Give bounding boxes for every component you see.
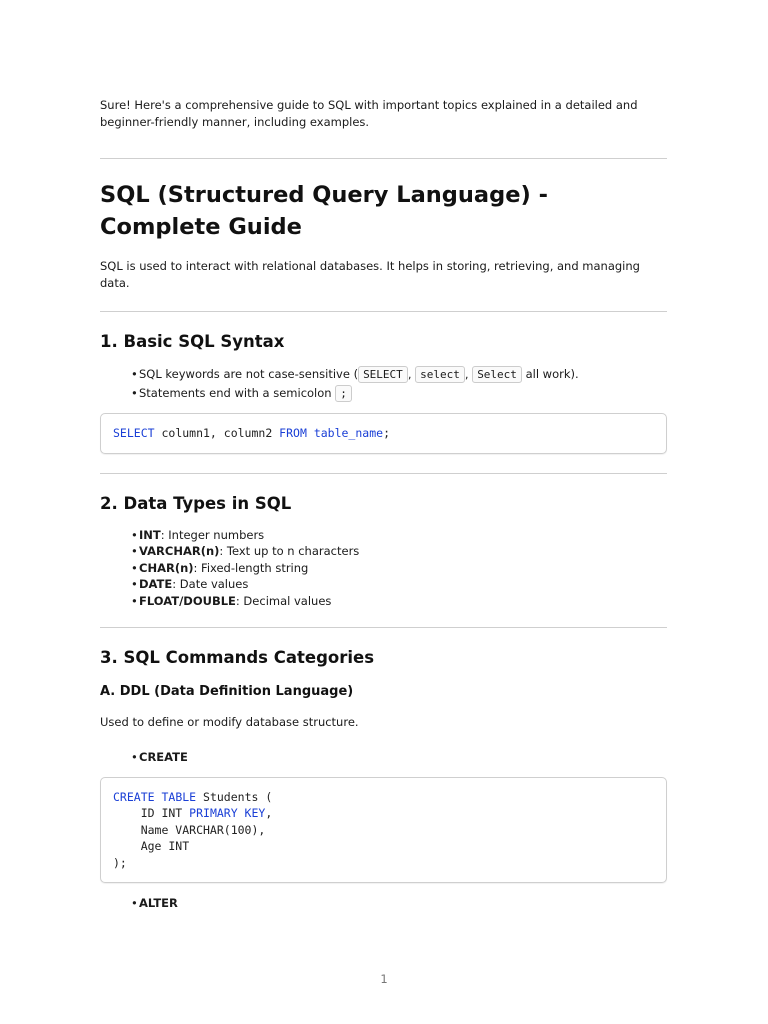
bullet-text: Statements end with a semicolon: [139, 386, 332, 400]
ddl-create-list: [100, 749, 667, 766]
code-text: ,: [265, 806, 273, 820]
code-keyword: CREATE: [113, 789, 155, 804]
type-term: INT: [139, 527, 161, 542]
list-item: [131, 895, 667, 912]
intro-paragraph: Sure! Here's a comprehensive guide to SQL with important topics explained in a detailed and beginner-friendly manner, including examples.: [100, 98, 638, 129]
section-heading-commands: 3. SQL Commands Categories: [100, 648, 375, 667]
code-block-select: [100, 413, 667, 454]
type-term: VARCHAR(n): [139, 544, 220, 558]
document-page: [100, 97, 667, 912]
code-text: );: [113, 855, 127, 870]
list-item: [131, 576, 667, 593]
code-text: [307, 426, 314, 440]
page-title: SQL (Structured Query Language) - Complete Guide: [100, 182, 548, 240]
type-description: : Text up to n characters: [219, 544, 360, 558]
list-item: [131, 543, 667, 560]
code-text: ID INT: [113, 806, 190, 820]
type-term: CHAR(n): [139, 560, 194, 575]
data-types-list: [100, 527, 667, 610]
code-text: Students (: [196, 789, 273, 804]
list-item: [131, 749, 667, 766]
list-item: [131, 384, 667, 403]
code-text: Age INT: [113, 839, 190, 853]
bullet-text: ,: [407, 367, 412, 381]
list-item: [131, 527, 667, 544]
list-item: [131, 560, 667, 577]
bullet-text: all work).: [521, 367, 579, 381]
code-keyword: FROM: [279, 426, 307, 440]
code-text: column1, column2: [154, 426, 280, 440]
type-description: : Date values: [172, 577, 249, 591]
type-description: : Integer numbers: [160, 527, 265, 542]
code-text: Name VARCHAR(100),: [113, 822, 266, 837]
command-name: CREATE: [139, 750, 188, 764]
code-text: ;: [383, 426, 390, 440]
type-description: : Fixed-length string: [193, 560, 309, 575]
bullet-text: ,: [464, 367, 469, 381]
list-item: [131, 593, 667, 610]
type-term: DATE: [139, 577, 173, 591]
command-name: ALTER: [139, 896, 178, 910]
code-block-create-table: [100, 777, 667, 884]
list-item: [131, 365, 667, 384]
bullet-text: SQL keywords are not case-sensitive (: [139, 367, 359, 381]
title-description: SQL is used to interact with relational databases. It helps in storing, retrieving, and managing data.: [100, 259, 640, 290]
code-keyword: TABLE: [161, 789, 197, 804]
inline-code: select: [415, 366, 465, 383]
section-heading-data-types: 2. Data Types in SQL: [100, 493, 292, 513]
code-keyword: PRIMARY KEY: [189, 806, 266, 820]
subheading-ddl: A. DDL (Data Definition Language): [100, 684, 354, 699]
ddl-alter-list: [100, 895, 667, 912]
inline-code: Select: [472, 366, 522, 383]
code-keyword: SELECT: [113, 426, 155, 440]
code-keyword: table_name: [313, 426, 384, 440]
ddl-description: Used to define or modify database structure.: [100, 715, 359, 729]
type-term: FLOAT/DOUBLE: [139, 593, 236, 608]
inline-code: ;: [335, 385, 352, 402]
section-heading-basic-syntax: 1. Basic SQL Syntax: [100, 332, 285, 351]
type-description: : Decimal values: [235, 593, 332, 608]
basic-syntax-list: [100, 365, 667, 403]
page-number: 1: [380, 972, 388, 986]
inline-code: SELECT: [358, 366, 408, 383]
